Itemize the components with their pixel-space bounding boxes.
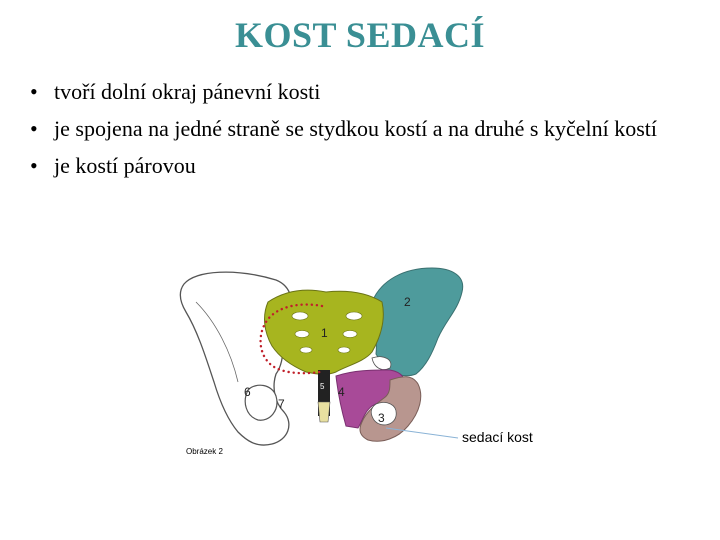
pelvis-illustration: [176, 262, 476, 452]
bullet-text: tvoří dolní okraj pánevní kosti: [54, 79, 321, 104]
region-number: 1: [321, 326, 328, 340]
bullet-text: je kostí párovou: [54, 153, 196, 178]
bullet-item: [28, 113, 668, 144]
bullet-list: [28, 76, 668, 187]
bullet-text: je spojena na jedné straně se stydkou kostí a na druhé s kyčelní kostí: [54, 116, 658, 141]
figure-caption: Obrázek 2: [186, 447, 223, 456]
bullet-dot: •: [30, 116, 38, 141]
region-number: 2: [404, 295, 411, 309]
bullet-dot: •: [30, 153, 38, 178]
slide-title: KOST SEDACÍ: [235, 15, 485, 55]
region-number: 7: [278, 397, 285, 411]
region-number: 5: [320, 382, 325, 391]
bullet-item: [28, 150, 668, 181]
region-number: 6: [244, 385, 251, 399]
bullet-item: [28, 76, 668, 107]
region-number: 4: [338, 385, 345, 399]
ischium-callout-label: sedací kost: [462, 429, 533, 445]
region-number: 3: [378, 411, 385, 425]
bullet-dot: •: [30, 79, 38, 104]
